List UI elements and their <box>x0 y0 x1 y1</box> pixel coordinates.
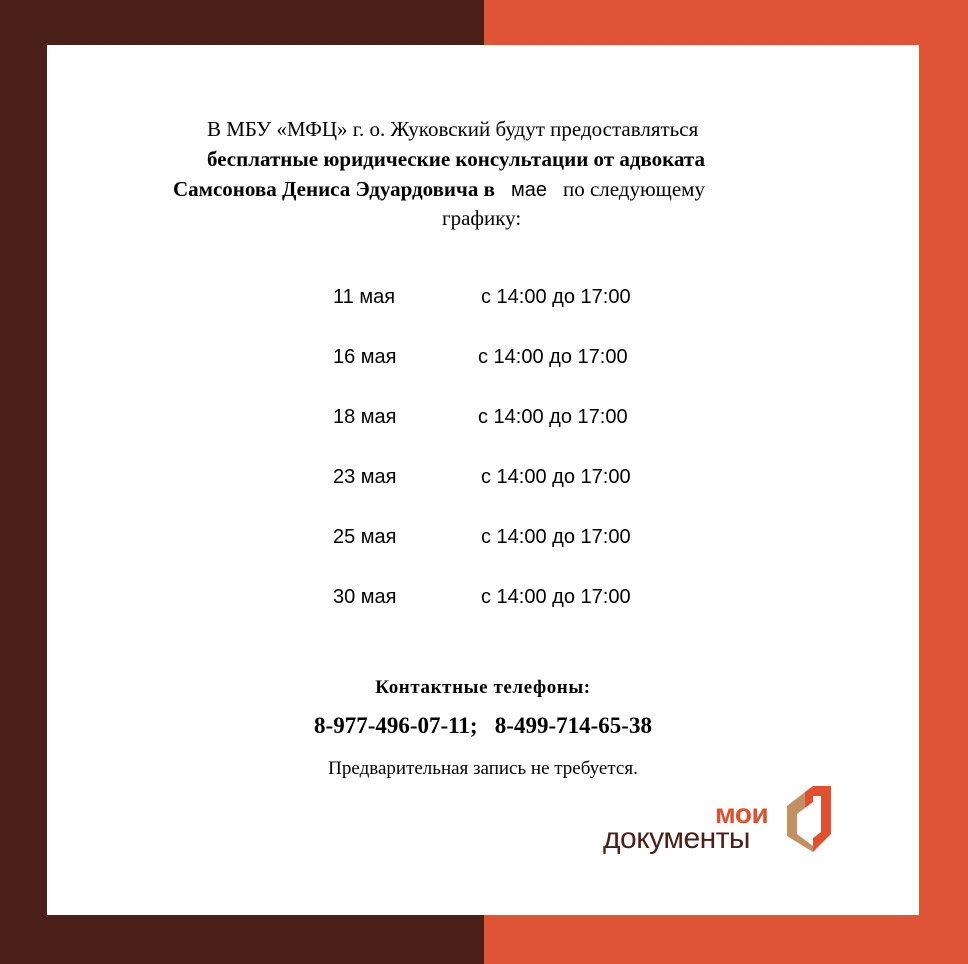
schedule-time: с 14:00 до 17:00 <box>478 346 628 368</box>
schedule-date: 23 мая <box>333 466 397 488</box>
intro-line-2: бесплатные юридические консультации от адвоката <box>207 147 705 171</box>
schedule-time: с 14:00 до 17:00 <box>481 526 631 548</box>
announcement-card <box>47 45 919 915</box>
schedule-time: с 14:00 до 17:00 <box>481 286 631 308</box>
schedule-date: 18 мая <box>333 406 397 428</box>
schedule-row <box>47 406 919 436</box>
schedule-time: с 14:00 до 17:00 <box>481 586 631 608</box>
moi-dokumenty-logo <box>603 784 843 858</box>
schedule-date: 16 мая <box>333 346 397 368</box>
schedule-time: с 14:00 до 17:00 <box>478 406 628 428</box>
schedule-row <box>47 526 919 556</box>
intro-month: мае <box>510 179 547 201</box>
intro-line-1: В МБУ «МФЦ» г. о. Жуковский будут предоставляться <box>207 117 699 141</box>
logo-word-dokumenty: документы <box>603 822 750 855</box>
schedule-row <box>47 586 919 616</box>
schedule-row <box>47 466 919 496</box>
booking-note: Предварительная запись не требуется. <box>328 758 638 779</box>
logo-word-moi: мои <box>715 798 769 829</box>
contacts-title: Контактные телефоны: <box>375 677 591 698</box>
schedule-date: 25 мая <box>333 526 397 548</box>
intro-line-3 <box>173 176 705 203</box>
intro-name: Самсонова Дениса Эдуардовича в <box>173 177 495 201</box>
schedule-row <box>47 286 919 316</box>
intro-line-3-rest: по следующему <box>562 177 705 201</box>
contact-phones: 8-977-496-07-11; 8-499-714-65-38 <box>314 713 652 738</box>
schedule-date: 11 мая <box>333 286 396 308</box>
schedule-row <box>47 346 919 376</box>
schedule-date: 30 мая <box>333 586 397 608</box>
intro-line-4: графику: <box>442 206 522 230</box>
schedule-time: с 14:00 до 17:00 <box>481 466 631 488</box>
moi-dokumenty-emblem-icon <box>783 784 835 854</box>
